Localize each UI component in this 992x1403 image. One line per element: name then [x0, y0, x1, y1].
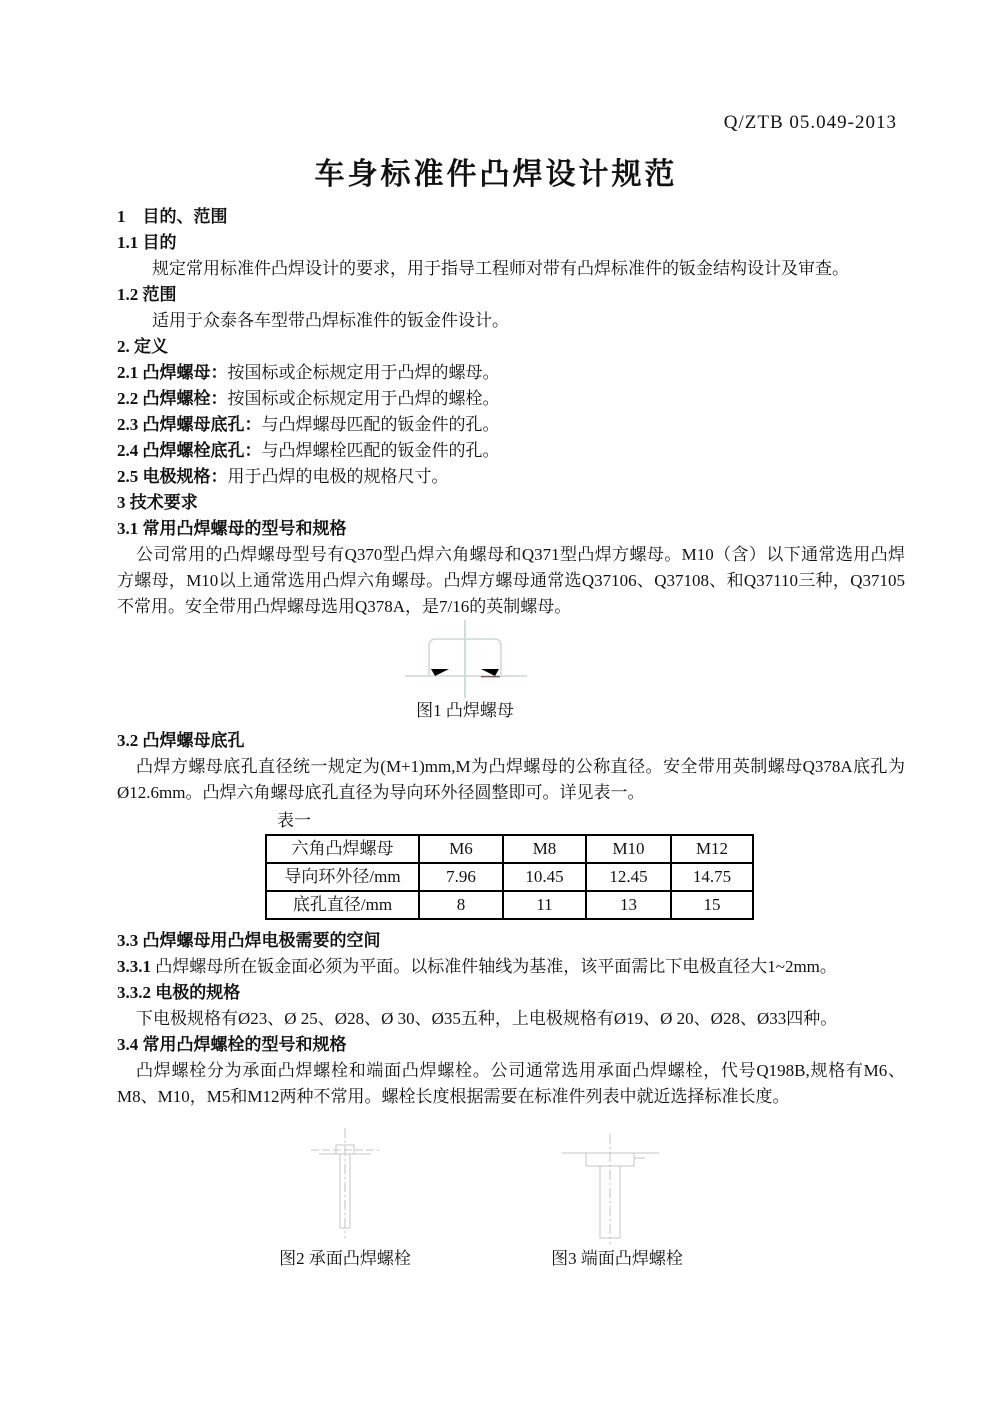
- end-face-bolt-drawing: [547, 1126, 687, 1246]
- table-cell: 12.45: [586, 863, 671, 891]
- definition-2-1: [117, 360, 905, 386]
- paragraph-1-1: 规定常用标准件凸焊设计的要求，用于指导工程师对带有凸焊标准件的钣金结构设计及审查。: [152, 259, 849, 278]
- doc-number: Q/ZTB 05.049-2013: [723, 112, 897, 133]
- table-cell: M8: [503, 835, 586, 863]
- page-title: 车身标准件凸焊设计规范: [314, 158, 678, 191]
- heading-3-3-2: 3.3.2 电极的规格: [117, 983, 241, 1002]
- table-cell: 8: [419, 891, 503, 919]
- paragraph-3-1: 公司常用的凸焊螺母型号有Q370型凸焊六角螺母和Q371型凸焊方螺母。M10（含）以下通常选用凸焊方螺母，M10以上通常选用凸焊六角螺母。凸焊方螺母通常选Q37106、Q37108、和Q37110三种，Q37105不常用。安全带用凸焊螺母选用Q378A，是7/16的英制螺母。: [117, 545, 905, 616]
- heading-3-3: 3.3 凸焊螺母用凸焊电极需要的空间: [117, 931, 381, 950]
- figure-1-weld-nut: [355, 620, 575, 724]
- figure-1-caption: 图1 凸焊螺母: [416, 701, 514, 720]
- definition-2-5: [117, 464, 905, 490]
- table-cell: M12: [671, 835, 753, 863]
- figure-2-caption: 图2 承面凸焊螺栓: [279, 1249, 411, 1268]
- definition-term: 2.3 凸焊螺母底孔：: [117, 415, 262, 434]
- table-row: [266, 835, 753, 863]
- figure-3-caption: 图3 端面凸焊螺栓: [551, 1249, 683, 1268]
- heading-1-1: 1.1 目的: [117, 233, 177, 252]
- definition-term: 2.5 电极规格：: [117, 467, 228, 486]
- clause-text: 凸焊螺母所在钣金面必须为平面。以标准件轴线为基准，该平面需比下电极直径大1~2mm。: [151, 957, 837, 976]
- document-body: [0, 194, 992, 1272]
- table-row: [266, 863, 753, 891]
- definition-desc: 按国标或企标规定用于凸焊的螺母。: [227, 363, 500, 382]
- definition-desc: 按国标或企标规定用于凸焊的螺栓。: [227, 389, 500, 408]
- table-cell: 7.96: [419, 863, 503, 891]
- table-cell: 15: [671, 891, 753, 919]
- definition-desc: 与凸焊螺栓匹配的钣金件的孔。: [261, 441, 500, 460]
- table-cell: 底孔直径/mm: [266, 891, 419, 919]
- table-cell: M10: [586, 835, 671, 863]
- bearing-face-bolt-drawing: [275, 1126, 415, 1246]
- figure-2-bearing-face-weld-bolt: [225, 1126, 465, 1272]
- definition-desc: 用于凸焊的电极的规格尺寸。: [227, 467, 449, 486]
- clause-number: 3.3.1: [117, 957, 151, 976]
- table-cell: 11: [503, 891, 586, 919]
- definition-2-3: [117, 412, 905, 438]
- heading-3: 3 技术要求: [117, 493, 198, 512]
- table-cell: 导向环外径/mm: [266, 863, 419, 891]
- heading-3-1: 3.1 常用凸焊螺母的型号和规格: [117, 519, 347, 538]
- table-1-label: 表一: [277, 811, 311, 830]
- heading-2: 2. 定义: [117, 337, 168, 356]
- bolt-figures-row: [117, 1126, 905, 1272]
- figure-3-end-face-weld-bolt: [497, 1126, 737, 1272]
- definition-term: 2.2 凸焊螺栓：: [117, 389, 228, 408]
- definition-term: 2.4 凸焊螺栓底孔：: [117, 441, 262, 460]
- table-cell: 13: [586, 891, 671, 919]
- definition-desc: 与凸焊螺母匹配的钣金件的孔。: [261, 415, 500, 434]
- paragraph-3-2: 凸焊方螺母底孔直径统一规定为(M+1)mm,M为凸焊螺母的公称直径。安全带用英制螺母Q378A底孔为Ø12.6mm。凸焊六角螺母底孔直径为导向环外径圆整即可。详见表一。: [117, 757, 905, 802]
- definition-2-2: [117, 386, 905, 412]
- heading-3-4: 3.4 常用凸焊螺栓的型号和规格: [117, 1035, 347, 1054]
- table-1-hex-weld-nut: [265, 834, 754, 920]
- heading-1-2: 1.2 范围: [117, 285, 177, 304]
- table-cell: 10.45: [503, 863, 586, 891]
- heading-1: 1 目的、范围: [117, 207, 228, 226]
- table-cell: M6: [419, 835, 503, 863]
- heading-3-2: 3.2 凸焊螺母底孔: [117, 731, 245, 750]
- table-cell: 14.75: [671, 863, 753, 891]
- paragraph-3-3-2: 下电极规格有Ø23、Ø 25、Ø28、Ø 30、Ø35五种，上电极规格有Ø19、Ø 20、Ø28、Ø33四种。: [136, 1009, 838, 1028]
- weld-nut-drawing: [355, 620, 575, 698]
- definition-term: 2.1 凸焊螺母：: [117, 363, 228, 382]
- definition-2-4: [117, 438, 905, 464]
- paragraph-1-2: 适用于众泰各车型带凸焊标准件的钣金件设计。: [152, 311, 509, 330]
- table-cell: 六角凸焊螺母: [266, 835, 419, 863]
- table-row: [266, 891, 753, 919]
- paragraph-3-4: 凸焊螺栓分为承面凸焊螺栓和端面凸焊螺栓。公司通常选用承面凸焊螺栓，代号Q198B,规格有M6、M8、M10，M5和M12两种不常用。螺栓长度根据需要在标准件列表中就近选择标准长度。: [117, 1061, 905, 1106]
- paragraph-3-3-1: [117, 954, 905, 980]
